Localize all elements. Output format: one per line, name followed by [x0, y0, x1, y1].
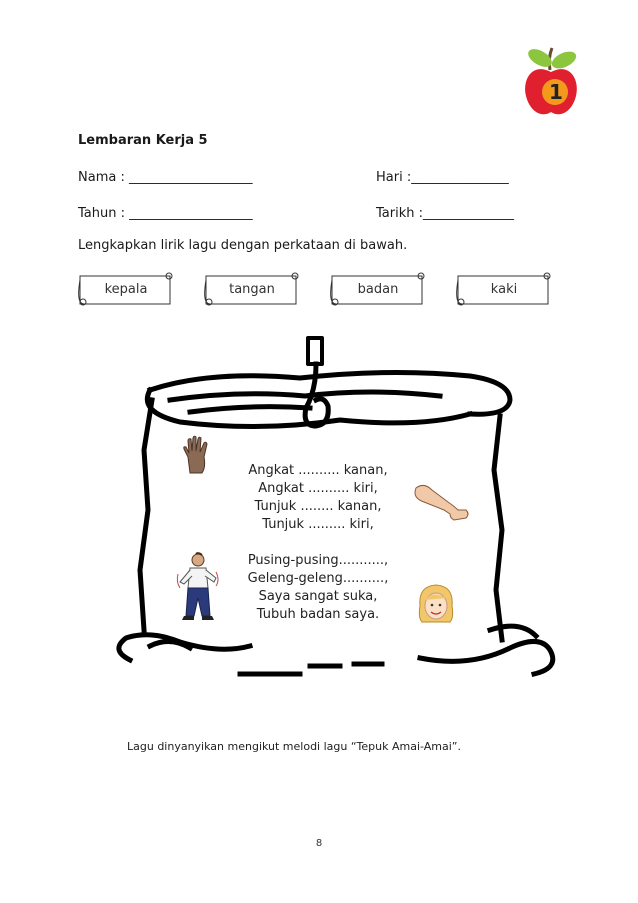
word-label: kaki [490, 282, 518, 297]
lyric-line: Angkat .......... kanan, [248, 463, 388, 478]
word-box-tangan [204, 270, 300, 308]
word-box-kaki [456, 270, 552, 308]
worksheet-title: Lembaran Kerja 5 [78, 133, 208, 148]
apple-logo-icon [522, 40, 580, 118]
lyric-line: Saya sangat suka, [258, 589, 378, 604]
lyric-line: Tubuh badan saya. [256, 607, 380, 622]
year-field: Tahun : ___________________ [78, 206, 253, 221]
leg-icon [410, 480, 472, 524]
word-box-badan [330, 270, 426, 308]
word-label: kepala [104, 282, 148, 297]
verse-gap [228, 534, 408, 552]
logo-number: 1 [549, 80, 563, 104]
song-lyrics [228, 462, 408, 624]
instruction-text: Lengkapkan lirik lagu dengan perkataan di bawah. [78, 238, 408, 253]
word-box-kepala [78, 270, 174, 308]
word-label: tangan [229, 282, 275, 297]
page-number: 8 [315, 838, 323, 849]
dancing-person-icon [174, 552, 220, 622]
lyric-line: Pusing-pusing..........., [247, 553, 389, 568]
lyric-line: Geleng-geleng.........., [247, 571, 389, 586]
date-field: Tarikh :______________ [376, 206, 514, 221]
day-field: Hari :_______________ [376, 170, 509, 185]
name-field: Nama : ___________________ [78, 170, 253, 185]
lyric-line: Tunjuk ......... kiri, [262, 517, 374, 532]
melody-footnote: Lagu dinyanyikan mengikut melodi lagu “Tepuk Amai-Amai”. [127, 740, 461, 753]
hand-icon [180, 435, 216, 475]
girl-face-icon [416, 582, 456, 626]
lyric-line: Tunjuk ........ kanan, [254, 499, 382, 514]
word-label: badan [357, 282, 399, 297]
lyric-line: Angkat .......... kiri, [258, 481, 378, 496]
